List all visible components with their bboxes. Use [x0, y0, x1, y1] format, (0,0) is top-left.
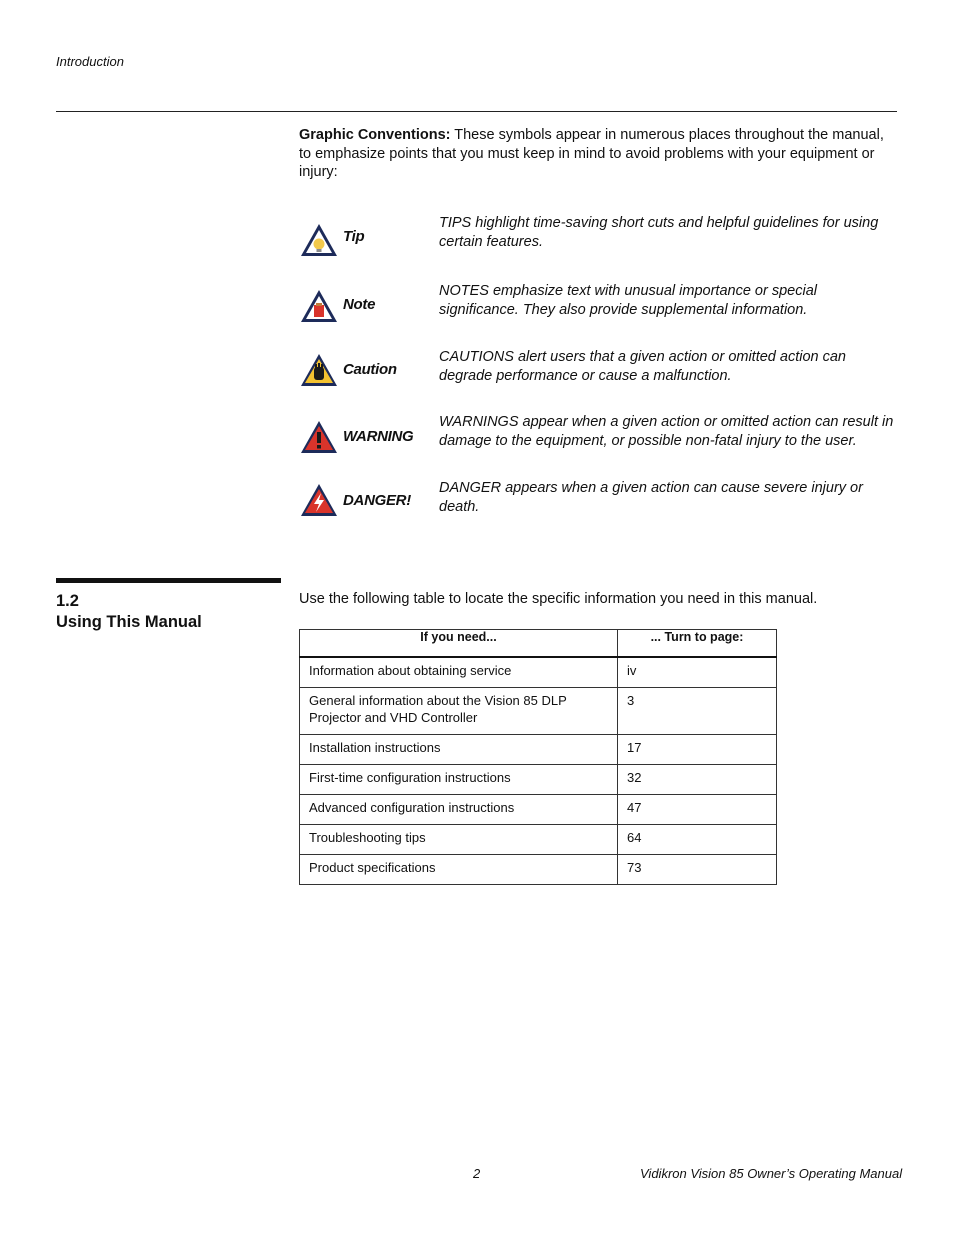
table-row [300, 855, 777, 885]
graphic-conventions-text: These symbols appear in numerous places throughout the manual, to emphasize points that you must keep in mind to avoid problems with your equipment or injury: [299, 127, 884, 180]
convention-label-warning: WARNING [343, 428, 414, 445]
table-header-row [300, 630, 777, 658]
caution-hand-icon [299, 352, 339, 388]
table-row [300, 688, 777, 735]
convention-desc-caution: CAUTIONS alert users that a given action or omitted action can degrade performance or cause a malfunction. [439, 349, 846, 384]
table-cell-topic: First-time configuration instructions [300, 765, 618, 795]
footer-page-number: 2 [473, 1166, 481, 1181]
table-header-need: If you need... [300, 630, 618, 658]
graphic-conventions-intro [299, 126, 899, 182]
table-cell-topic: Installation instructions [300, 735, 618, 765]
convention-label-tip: Tip [343, 228, 365, 245]
section-number: 1.2 [56, 592, 79, 610]
table-cell-page: 47 [618, 795, 777, 825]
danger-lightning-icon [299, 482, 339, 518]
warning-exclamation-icon [299, 419, 339, 455]
footer-manual-title: Vidikron Vision 85 Owner’s Operating Manual [640, 1166, 903, 1181]
page-reference-table [299, 629, 777, 885]
table-header-page: ... Turn to page: [618, 630, 777, 658]
section-rule [56, 578, 281, 583]
table-cell-topic: Product specifications [300, 855, 618, 885]
convention-label-caution: Caution [343, 361, 397, 378]
table-cell-page: iv [618, 657, 777, 688]
table-cell-page: 17 [618, 735, 777, 765]
convention-desc-tip: TIPS highlight time-saving short cuts and helpful guidelines for using certain features. [439, 215, 879, 250]
tip-lightbulb-icon [299, 222, 339, 258]
table-cell-page: 64 [618, 825, 777, 855]
table-row [300, 735, 777, 765]
section-title: Using This Manual [56, 613, 202, 631]
header-rule [56, 111, 897, 112]
graphic-conventions-lead: Graphic Conventions: [299, 127, 451, 143]
convention-desc-warning: WARNINGS appear when a given action or omitted action can result in damage to the equipment, or possible non-fatal injury to the user. [439, 414, 894, 449]
table-cell-page: 3 [618, 688, 777, 735]
convention-label-danger: DANGER! [343, 492, 411, 509]
table-row [300, 825, 777, 855]
table-cell-page: 32 [618, 765, 777, 795]
table-row [300, 765, 777, 795]
running-head: Introduction [56, 54, 124, 69]
table-cell-topic: Advanced configuration instructions [300, 795, 618, 825]
table-row [300, 795, 777, 825]
table-cell-page: 73 [618, 855, 777, 885]
table-cell-topic: Troubleshooting tips [300, 825, 618, 855]
table-cell-topic: Information about obtaining service [300, 657, 618, 688]
table-cell-topic: General information about the Vision 85 DLP Projector and VHD Controller [300, 688, 618, 735]
note-icon [299, 288, 339, 324]
convention-desc-note: NOTES emphasize text with unusual importance or special significance. They also provide supplemental information. [439, 283, 817, 318]
table-row [300, 657, 777, 688]
convention-label-note: Note [343, 296, 376, 313]
convention-desc-danger: DANGER appears when a given action can cause severe injury or death. [439, 480, 863, 515]
section-intro: Use the following table to locate the specific information you need in this manual. [299, 591, 818, 607]
